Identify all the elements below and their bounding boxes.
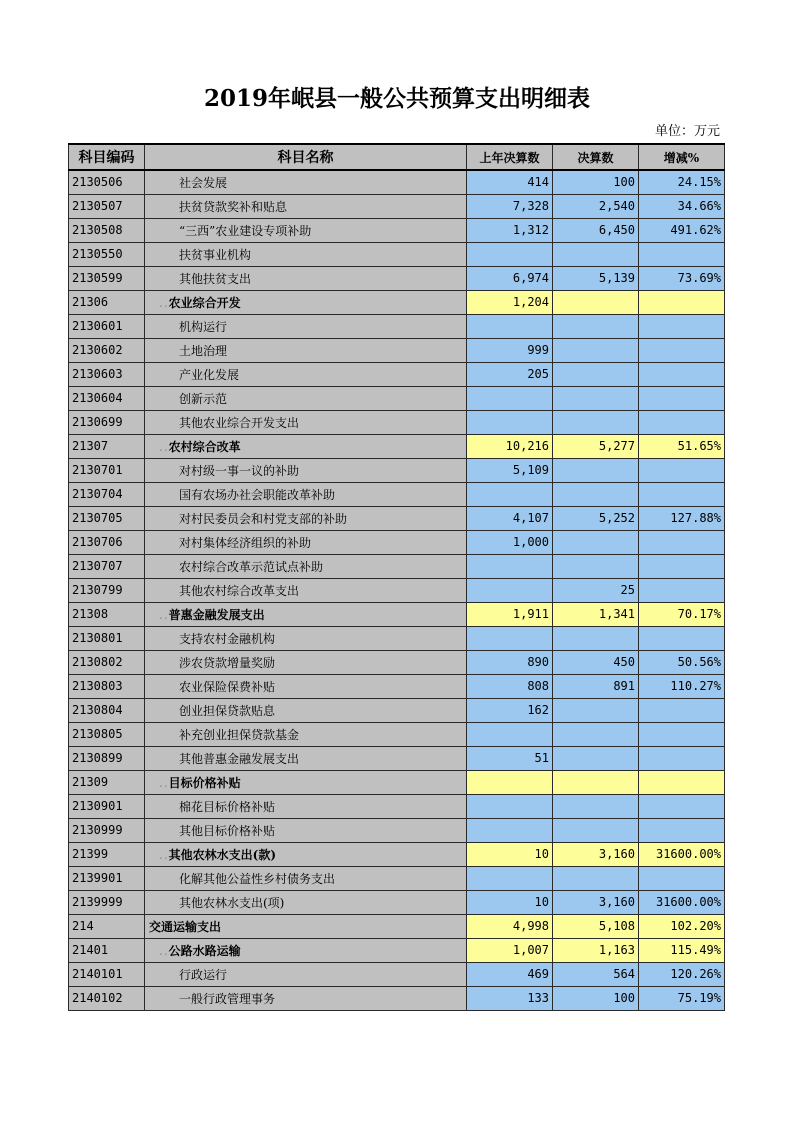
indent-dots: .. <box>159 295 169 310</box>
change-percent <box>639 338 725 362</box>
item-name: 其他目标价格补贴 <box>145 818 467 842</box>
item-name-text: 公路水路运输 <box>168 943 241 958</box>
item-code: 2130705 <box>69 506 145 530</box>
change-percent: 34.66% <box>639 194 725 218</box>
item-code: 2140102 <box>69 986 145 1010</box>
table-row <box>69 530 725 554</box>
change-percent: 75.19% <box>639 986 725 1010</box>
item-name: 其他农林水支出(项) <box>145 890 467 914</box>
prev-year-value: 890 <box>467 650 553 674</box>
prev-year-value: 1,000 <box>467 530 553 554</box>
budget-table <box>68 143 725 1011</box>
prev-year-value: 6,974 <box>467 266 553 290</box>
prev-year-value: 133 <box>467 986 553 1010</box>
change-percent: 110.27% <box>639 674 725 698</box>
item-code: 2130707 <box>69 554 145 578</box>
final-value: 25 <box>553 578 639 602</box>
final-value <box>553 482 639 506</box>
change-percent: 70.17% <box>639 602 725 626</box>
prev-year-value: 162 <box>467 698 553 722</box>
item-name: 支持农村金融机构 <box>145 626 467 650</box>
header-row <box>69 144 725 170</box>
item-code: 2130799 <box>69 578 145 602</box>
item-code: 2139999 <box>69 890 145 914</box>
item-code: 2130706 <box>69 530 145 554</box>
prev-year-value <box>467 410 553 434</box>
final-value: 3,160 <box>553 890 639 914</box>
item-name: “三西”农业建设专项补助 <box>145 218 467 242</box>
item-code: 2130604 <box>69 386 145 410</box>
indent-dots: .. <box>159 439 169 454</box>
change-percent: 491.62% <box>639 218 725 242</box>
item-code: 2130803 <box>69 674 145 698</box>
item-name: 涉农贷款增量奖励 <box>145 650 467 674</box>
final-value: 891 <box>553 674 639 698</box>
final-value <box>553 530 639 554</box>
item-name: 对村级一事一议的补助 <box>145 458 467 482</box>
item-name: 对村集体经济组织的补助 <box>145 530 467 554</box>
item-name: 创业担保贷款贴息 <box>145 698 467 722</box>
item-code: 2130601 <box>69 314 145 338</box>
final-value: 5,139 <box>553 266 639 290</box>
item-name: 其他扶贫支出 <box>145 266 467 290</box>
change-percent <box>639 698 725 722</box>
table-row <box>69 674 725 698</box>
final-value: 1,341 <box>553 602 639 626</box>
prev-year-value: 469 <box>467 962 553 986</box>
change-percent: 31600.00% <box>639 842 725 866</box>
prev-year-value: 1,312 <box>467 218 553 242</box>
item-name <box>145 770 467 794</box>
item-name: 其他农业综合开发支出 <box>145 410 467 434</box>
item-name <box>145 842 467 866</box>
item-name <box>145 602 467 626</box>
change-percent <box>639 242 725 266</box>
table-row <box>69 458 725 482</box>
change-percent <box>639 530 725 554</box>
item-code: 2130901 <box>69 794 145 818</box>
indent-dots: .. <box>159 775 169 790</box>
final-value: 6,450 <box>553 218 639 242</box>
table-row <box>69 266 725 290</box>
item-code: 2130701 <box>69 458 145 482</box>
final-value <box>553 818 639 842</box>
change-percent: 102.20% <box>639 914 725 938</box>
change-percent <box>639 866 725 890</box>
table-row <box>69 962 725 986</box>
item-name <box>145 938 467 962</box>
item-name: 棉花目标价格补贴 <box>145 794 467 818</box>
change-percent <box>639 482 725 506</box>
item-name: 补充创业担保贷款基金 <box>145 722 467 746</box>
item-name <box>145 290 467 314</box>
indent-dots: .. <box>159 847 169 862</box>
item-code: 2130602 <box>69 338 145 362</box>
final-value: 450 <box>553 650 639 674</box>
final-value <box>553 362 639 386</box>
table-row <box>69 914 725 938</box>
final-value <box>553 698 639 722</box>
item-name-text: 农村综合改革 <box>168 439 241 454</box>
item-name: 扶贫贷款奖补和贴息 <box>145 194 467 218</box>
item-code: 2130899 <box>69 746 145 770</box>
table-row <box>69 194 725 218</box>
change-percent: 120.26% <box>639 962 725 986</box>
prev-year-value <box>467 818 553 842</box>
item-name: 机构运行 <box>145 314 467 338</box>
table-row <box>69 794 725 818</box>
item-name: 行政运行 <box>145 962 467 986</box>
table-row <box>69 866 725 890</box>
table-row <box>69 338 725 362</box>
header-final: 决算数 <box>553 144 639 170</box>
change-percent <box>639 314 725 338</box>
table-row <box>69 722 725 746</box>
table-row <box>69 554 725 578</box>
table-row <box>69 938 725 962</box>
item-code: 2130599 <box>69 266 145 290</box>
prev-year-value <box>467 482 553 506</box>
item-code: 21309 <box>69 770 145 794</box>
prev-year-value: 4,107 <box>467 506 553 530</box>
final-value: 3,160 <box>553 842 639 866</box>
item-name: 对村民委员会和村党支部的补助 <box>145 506 467 530</box>
change-percent <box>639 554 725 578</box>
change-percent: 24.15% <box>639 170 725 194</box>
item-code: 2130699 <box>69 410 145 434</box>
item-code: 2130550 <box>69 242 145 266</box>
item-code: 21307 <box>69 434 145 458</box>
change-percent <box>639 458 725 482</box>
table-row <box>69 362 725 386</box>
prev-year-value: 51 <box>467 746 553 770</box>
table-row <box>69 986 725 1010</box>
item-code: 2130508 <box>69 218 145 242</box>
table-row <box>69 578 725 602</box>
prev-year-value <box>467 554 553 578</box>
prev-year-value: 7,328 <box>467 194 553 218</box>
table-row <box>69 890 725 914</box>
table-row <box>69 290 725 314</box>
table-row <box>69 818 725 842</box>
final-value <box>553 554 639 578</box>
final-value: 100 <box>553 170 639 194</box>
table-row <box>69 170 725 194</box>
item-code: 2130801 <box>69 626 145 650</box>
prev-year-value <box>467 794 553 818</box>
change-percent: 31600.00% <box>639 890 725 914</box>
change-percent: 127.88% <box>639 506 725 530</box>
change-percent: 50.56% <box>639 650 725 674</box>
item-name: 国有农场办社会职能改革补助 <box>145 482 467 506</box>
prev-year-value: 1,007 <box>467 938 553 962</box>
item-name: 其他农村综合改革支出 <box>145 578 467 602</box>
item-name: 农业保险保费补贴 <box>145 674 467 698</box>
final-value <box>553 242 639 266</box>
indent-dots: .. <box>159 943 169 958</box>
final-value <box>553 746 639 770</box>
item-code: 2139901 <box>69 866 145 890</box>
item-code: 21306 <box>69 290 145 314</box>
item-name: 交通运输支出 <box>145 914 467 938</box>
final-value: 5,108 <box>553 914 639 938</box>
item-code: 2130704 <box>69 482 145 506</box>
item-name-text: 其他农林水支出(款) <box>168 847 276 862</box>
item-code: 2140101 <box>69 962 145 986</box>
change-percent <box>639 410 725 434</box>
change-percent <box>639 386 725 410</box>
final-value <box>553 386 639 410</box>
item-name: 社会发展 <box>145 170 467 194</box>
table-row <box>69 314 725 338</box>
prev-year-value <box>467 386 553 410</box>
table-row <box>69 770 725 794</box>
prev-year-value <box>467 722 553 746</box>
unit-label: 单位：万元 <box>654 124 720 139</box>
change-percent: 51.65% <box>639 434 725 458</box>
change-percent <box>639 770 725 794</box>
table-row <box>69 410 725 434</box>
item-name: 土地治理 <box>145 338 467 362</box>
final-value: 1,163 <box>553 938 639 962</box>
table-row <box>69 482 725 506</box>
table-row <box>69 746 725 770</box>
item-code: 214 <box>69 914 145 938</box>
prev-year-value <box>467 626 553 650</box>
final-value: 5,252 <box>553 506 639 530</box>
item-name: 其他普惠金融发展支出 <box>145 746 467 770</box>
prev-year-value: 1,204 <box>467 290 553 314</box>
final-value: 564 <box>553 962 639 986</box>
final-value: 5,277 <box>553 434 639 458</box>
change-percent <box>639 578 725 602</box>
prev-year-value <box>467 770 553 794</box>
item-name: 化解其他公益性乡村债务支出 <box>145 866 467 890</box>
prev-year-value: 414 <box>467 170 553 194</box>
item-code: 2130804 <box>69 698 145 722</box>
final-value: 100 <box>553 986 639 1010</box>
header-name: 科目名称 <box>145 144 467 170</box>
change-percent <box>639 818 725 842</box>
table-row <box>69 602 725 626</box>
table-row <box>69 434 725 458</box>
change-percent <box>639 746 725 770</box>
item-code: 2130603 <box>69 362 145 386</box>
final-value <box>553 770 639 794</box>
page-title: 2019年岷县一般公共预算支出明细表 <box>203 85 590 112</box>
item-name: 农村综合改革示范试点补助 <box>145 554 467 578</box>
item-code: 2130506 <box>69 170 145 194</box>
change-percent: 73.69% <box>639 266 725 290</box>
change-percent <box>639 722 725 746</box>
prev-year-value: 4,998 <box>467 914 553 938</box>
change-percent <box>639 626 725 650</box>
header-prev: 上年决算数 <box>467 144 553 170</box>
prev-year-value: 10,216 <box>467 434 553 458</box>
prev-year-value <box>467 314 553 338</box>
table-row <box>69 506 725 530</box>
item-code: 2130802 <box>69 650 145 674</box>
final-value <box>553 794 639 818</box>
final-value <box>553 866 639 890</box>
prev-year-value: 999 <box>467 338 553 362</box>
change-percent <box>639 290 725 314</box>
table-row <box>69 650 725 674</box>
table-body <box>69 170 725 1010</box>
table-row <box>69 218 725 242</box>
item-code: 2130507 <box>69 194 145 218</box>
item-code: 21399 <box>69 842 145 866</box>
prev-year-value <box>467 866 553 890</box>
item-name <box>145 434 467 458</box>
item-name: 扶贫事业机构 <box>145 242 467 266</box>
change-percent <box>639 794 725 818</box>
final-value <box>553 314 639 338</box>
table-row <box>69 242 725 266</box>
item-name-text: 目标价格补贴 <box>168 775 241 790</box>
header-code: 科目编码 <box>69 144 145 170</box>
final-value <box>553 410 639 434</box>
final-value <box>553 722 639 746</box>
final-value: 2,540 <box>553 194 639 218</box>
prev-year-value: 10 <box>467 890 553 914</box>
table-row <box>69 626 725 650</box>
final-value <box>553 626 639 650</box>
prev-year-value: 5,109 <box>467 458 553 482</box>
table-row <box>69 698 725 722</box>
item-code: 21401 <box>69 938 145 962</box>
item-code: 21308 <box>69 602 145 626</box>
final-value <box>553 290 639 314</box>
item-code: 2130999 <box>69 818 145 842</box>
final-value <box>553 338 639 362</box>
item-name: 一般行政管理事务 <box>145 986 467 1010</box>
item-name: 产业化发展 <box>145 362 467 386</box>
header-change: 增减% <box>639 144 725 170</box>
table-row <box>69 386 725 410</box>
prev-year-value: 808 <box>467 674 553 698</box>
item-name-text: 普惠金融发展支出 <box>168 607 265 622</box>
prev-year-value: 10 <box>467 842 553 866</box>
change-percent <box>639 362 725 386</box>
prev-year-value <box>467 242 553 266</box>
item-code: 2130805 <box>69 722 145 746</box>
table-row <box>69 842 725 866</box>
indent-dots: .. <box>159 607 169 622</box>
prev-year-value: 1,911 <box>467 602 553 626</box>
final-value <box>553 458 639 482</box>
item-name: 创新示范 <box>145 386 467 410</box>
prev-year-value <box>467 578 553 602</box>
prev-year-value: 205 <box>467 362 553 386</box>
change-percent: 115.49% <box>639 938 725 962</box>
item-name-text: 农业综合开发 <box>168 295 241 310</box>
